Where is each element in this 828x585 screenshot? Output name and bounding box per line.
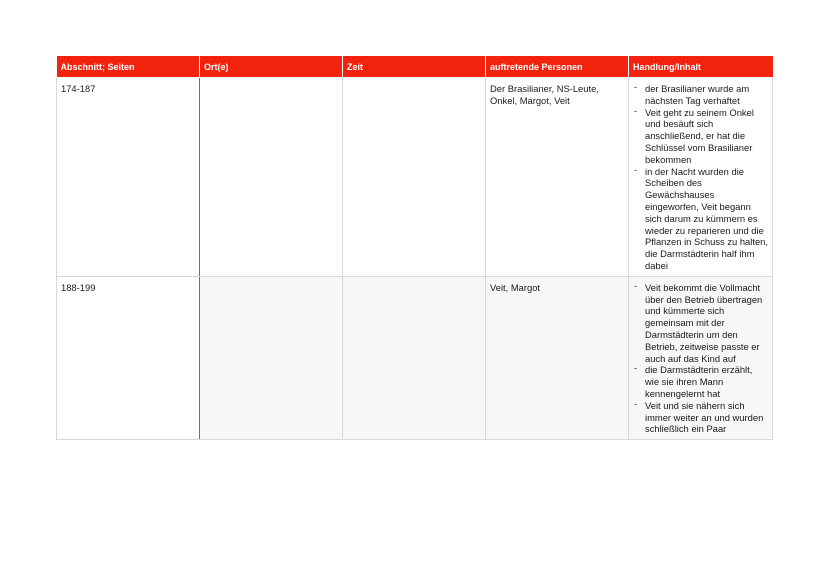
cell-persons: Der Brasilianer, NS-Leute, Onkel, Margot, Veit (486, 78, 629, 277)
list-item: - Veit geht zu seinem Onkel und besäuft sich anschließend, er hat die Schlüssel vom Brasilianer bekommen (633, 107, 768, 166)
cell-place (200, 78, 343, 277)
cell-time (343, 78, 486, 277)
cell-place (200, 276, 343, 439)
list-item: - in der Nacht wurden die Scheiben des Gewächshauses eingeworfen, Veit begann sich darum zu kümmern es wieder zu reparieren und die Pflanzen in Schuss zu halten, die Darmstädterin half ihm dabei (633, 166, 768, 272)
cell-time (343, 276, 486, 439)
header-section: Abschnitt; Seiten (57, 56, 200, 78)
table-header-row (57, 56, 773, 78)
cell-persons: Veit, Margot (486, 276, 629, 439)
list-item: - die Darmstädterin erzählt, wie sie ihren Mann kennengelernt hat (633, 364, 768, 399)
list-item: - Veit bekommt die Vollmacht über den Betrieb übertragen und kümmerte sich gemeinsam mit der Darmstädterin um den Betrieb, zeitweise passte er auch auf das Kind auf (633, 282, 768, 365)
content-list (633, 83, 768, 272)
table-row (57, 78, 773, 277)
cell-content (629, 276, 773, 439)
cell-section: 174-187 (57, 78, 200, 277)
content-list (633, 282, 768, 435)
cell-content (629, 78, 773, 277)
cell-section: 188-199 (57, 276, 200, 439)
overview-table (56, 56, 773, 440)
header-time: Zeit (343, 56, 486, 78)
header-persons: auftretende Personen (486, 56, 629, 78)
list-item: - der Brasilianer wurde am nächsten Tag verhaftet (633, 83, 768, 107)
table-row (57, 276, 773, 439)
header-content: Handlung/Inhalt (629, 56, 773, 78)
header-place: Ort(e) (200, 56, 343, 78)
list-item: - Veit und sie nähern sich immer weiter an und wurden schließlich ein Paar (633, 400, 768, 435)
